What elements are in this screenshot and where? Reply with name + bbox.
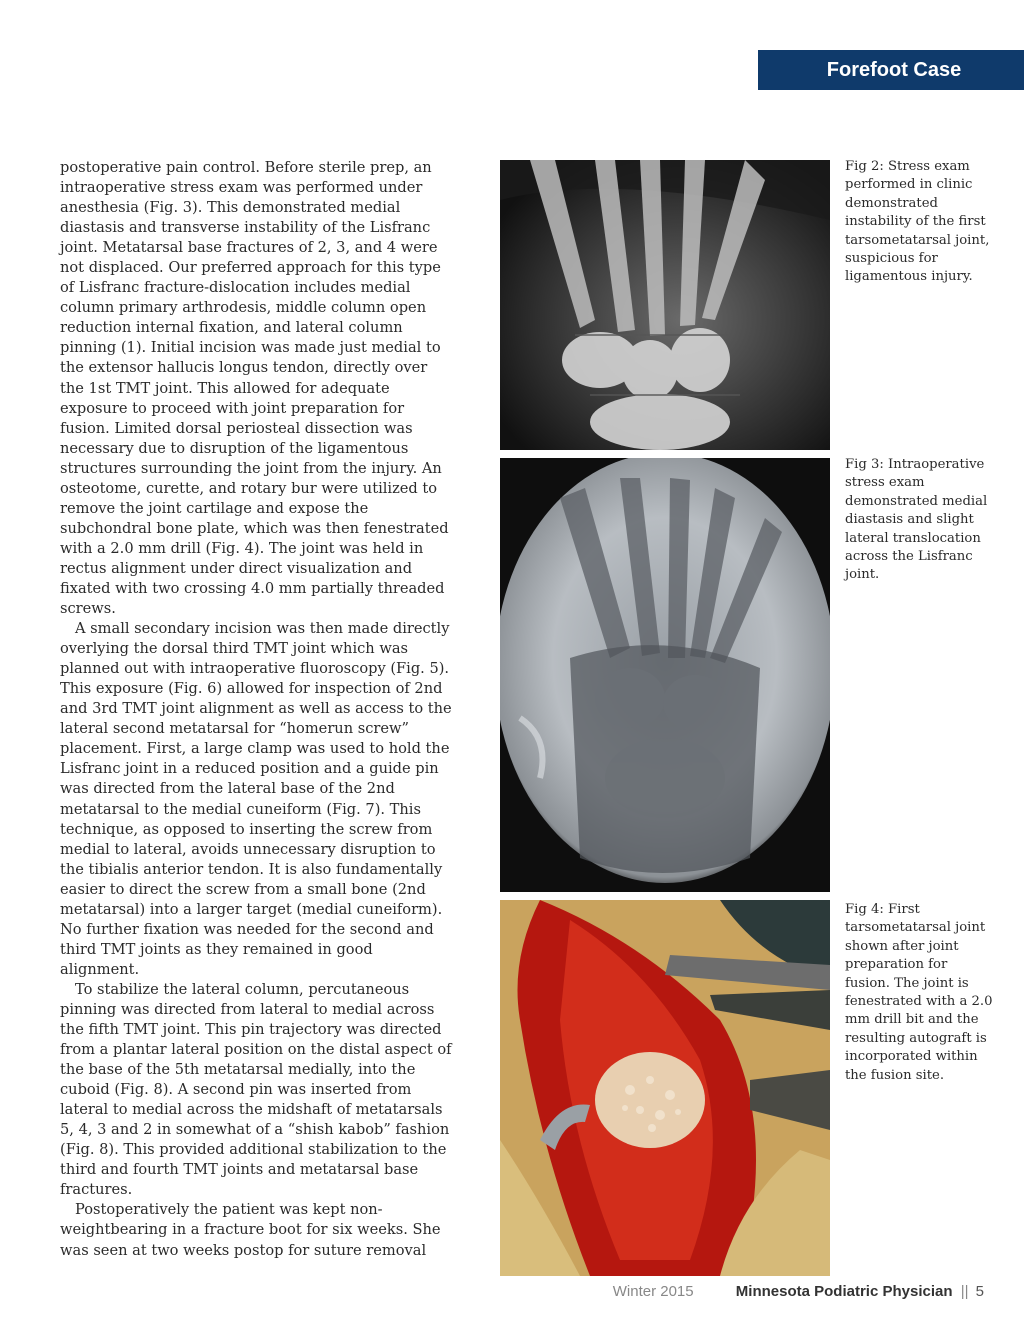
page-footer xyxy=(613,1283,984,1300)
figure-3-fluoroscopy-image xyxy=(500,458,830,892)
footer-season: Winter 2015 xyxy=(612,1283,694,1300)
section-title: Forefoot Case xyxy=(826,58,962,81)
figure-2-caption: Fig 2: Stress exam performed in clinic demonstrated instability of the first tarsometatarsal joint, suspicious for ligamentous injury. xyxy=(845,159,990,285)
page-number: 5 xyxy=(975,1283,984,1300)
article-paragraph: A small secondary incision was then made directly overlying the dorsal third TMT joint which was planned out with intraoperative fluoroscopy (Fig. 5). This exposure (Fig. 6) allowed for inspection of 2nd and 3rd TMT joint alignment as well as access to the lateral second metatarsal for “homerun screw” placement. First, a large clamp was used to hold the Lisfranc joint in a reduced position and a guide pin was directed from the lateral base of the 2nd metatarsal to the medial cuneiform (Fig. 7). This technique, as opposed to inserting the screw from medial to lateral, avoids unnecessary disruption to the tibialis anterior tendon. It is also fundamentally easier to direct the screw from a small bone (2nd metatarsal) into a larger target (medial cuneiform). No further fixation was needed for the second and third TMT joints as they remained in good alignment. xyxy=(60,620,452,978)
article-paragraph: Postoperatively the patient was kept non-weightbearing in a fracture boot for six weeks. She was seen at two weeks postop for suture removal xyxy=(60,1201,441,1259)
figure-2-xray-image xyxy=(500,160,830,450)
footer-separator: || xyxy=(960,1283,969,1300)
section-banner xyxy=(758,50,1024,90)
figure-4-surgical-photo xyxy=(500,900,830,1276)
footer-journal-name: Minnesota Podiatric Physician xyxy=(735,1283,953,1300)
article-body xyxy=(60,158,452,1261)
figure-3-caption: Fig 3: Intraoperative stress exam demonstrated medial diastasis and slight lateral translocation across the Lisfranc joint. xyxy=(845,457,988,583)
article-paragraph: postoperative pain control. Before sterile prep, an intraoperative stress exam was performed under anesthesia (Fig. 3). This demonstrated medial diastasis and transverse instability of the Lisfranc joint. Metatarsal base fractures of 2, 3, and 4 were not displaced. Our preferred approach for this type of Lisfranc fracture-dislocation includes medial column primary arthrodesis, middle column open reduction internal fixation, and lateral column pinning (1). Initial incision was made just medial to the extensor hallucis longus tendon, directly over the 1st TMT joint. This allowed for adequate exposure to proceed with joint preparation for fusion. Limited dorsal periosteal dissection was necessary due to disruption of the ligamentous structures surrounding the joint from the injury. An osteotome, curette, and rotary bur were utilized to remove the joint cartilage and expose the subchondral bone plate, which was then fenestrated with a 2.0 mm drill (Fig. 4). The joint was held in rectus alignment under direct visualization and fixated with two crossing 4.0 mm partially threaded screws. xyxy=(60,159,449,618)
figure-4-caption: Fig 4: First tarsometatarsal joint shown after joint preparation for fusion. The joint is fenestrated with a 2.0 mm drill bit and the resulting autograft is incorporated within the fusion site. xyxy=(845,902,993,1083)
article-paragraph: To stabilize the lateral column, percutaneous pinning was directed from lateral to medial across the fifth TMT joint. This pin trajectory was directed from a plantar lateral position on the distal aspect of the base of the 5th metatarsal medially, into the cuboid (Fig. 8). A second pin was inserted from lateral to medial across the midshaft of metatarsals 5, 4, 3 and 2 in somewhat of a “shish kabob” fashion (Fig. 8). This provided additional stabilization to the third and fourth TMT joints and metatarsal base fractures. xyxy=(60,980,452,1199)
